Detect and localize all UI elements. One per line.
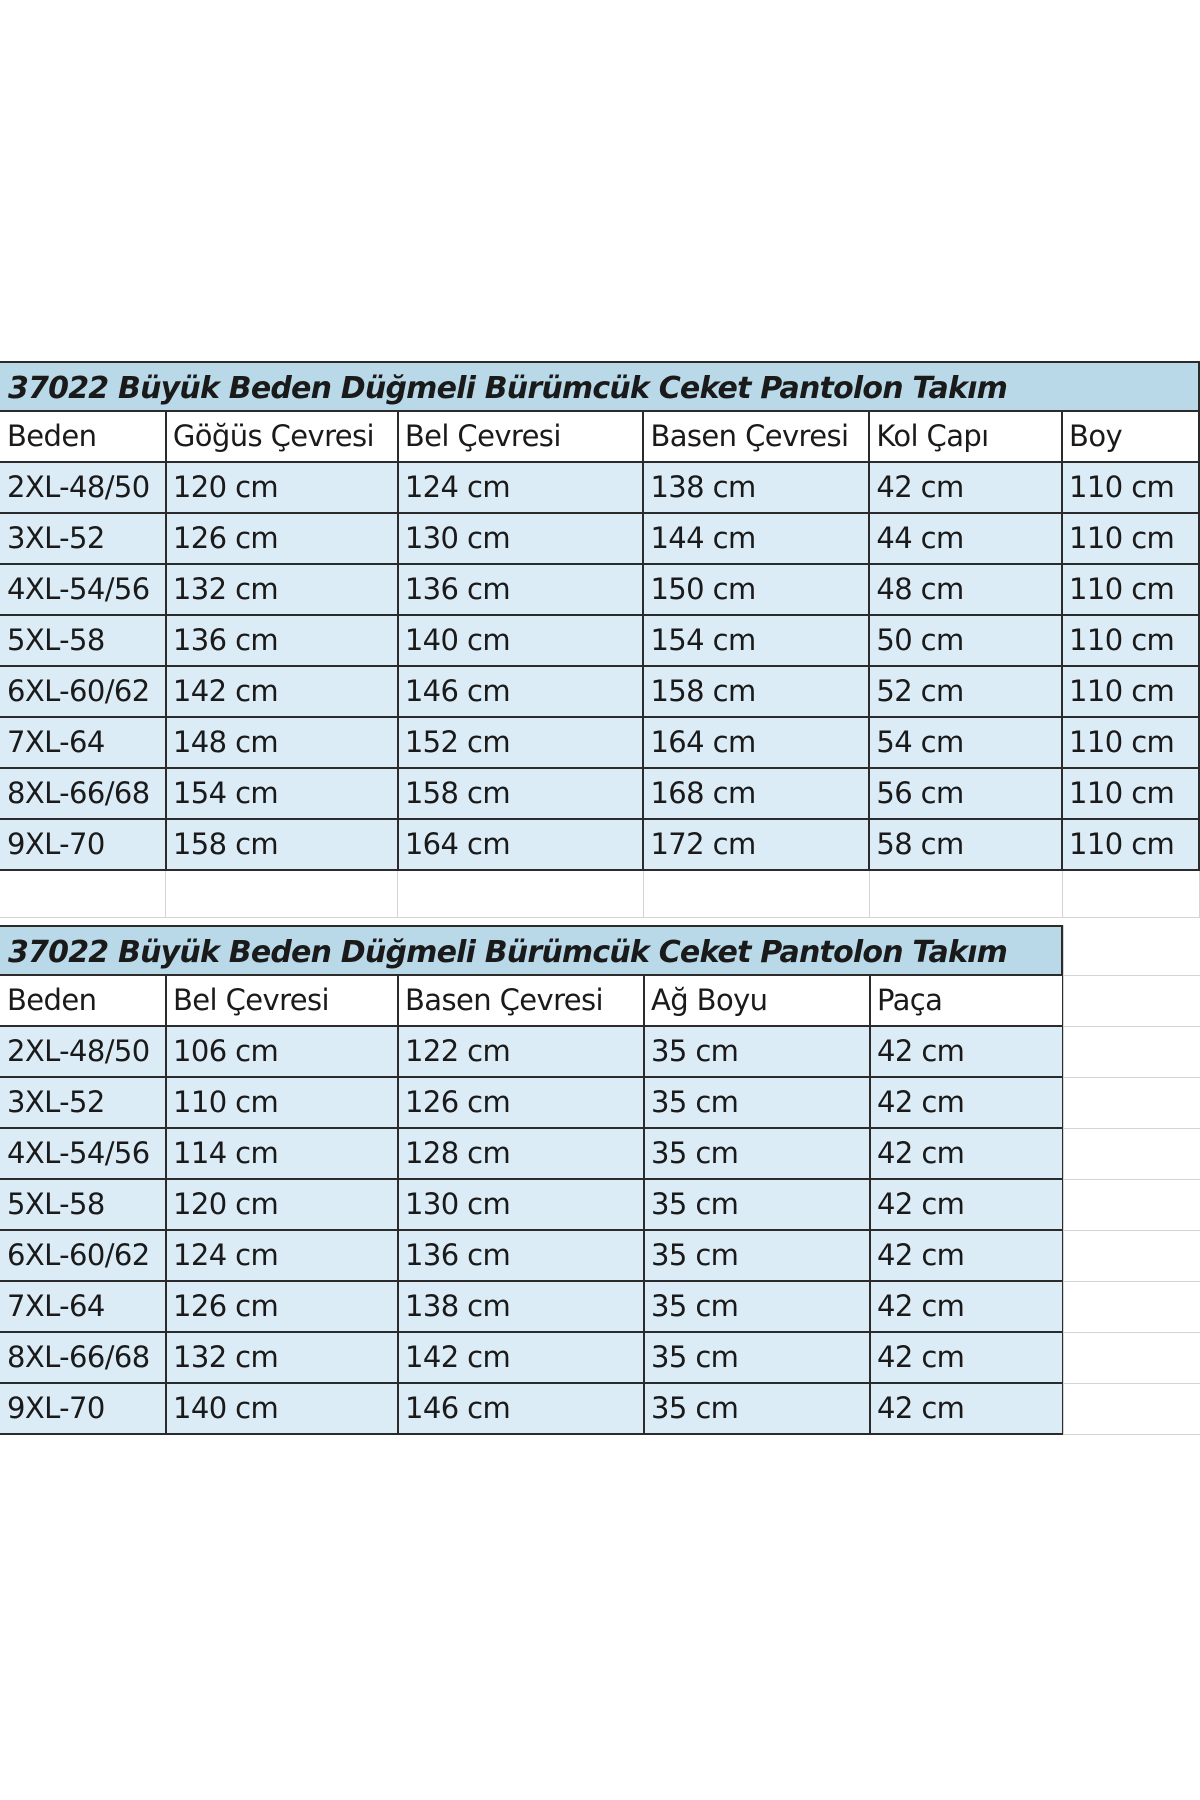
table-cell: 144 cm	[643, 513, 869, 564]
table-cell: 42 cm	[870, 1230, 1063, 1281]
jacket-size-sheet	[0, 361, 1200, 918]
table-cell: 136 cm	[398, 564, 644, 615]
jacket-size-table	[0, 412, 1200, 918]
table-cell: 158 cm	[166, 819, 398, 870]
table-cell: 146 cm	[398, 1383, 644, 1434]
table-cell: 35 cm	[644, 1332, 870, 1383]
table-cell: 164 cm	[643, 717, 869, 768]
table-cell: 42 cm	[870, 1332, 1063, 1383]
empty-cell	[166, 870, 398, 918]
table-cell: 152 cm	[398, 717, 644, 768]
table-cell: 114 cm	[166, 1128, 398, 1179]
table-row	[0, 1026, 1063, 1077]
table-cell: 42 cm	[870, 1179, 1063, 1230]
column-header: Bel Çevresi	[398, 412, 644, 462]
table-cell: 158 cm	[398, 768, 644, 819]
table-row	[0, 1077, 1063, 1128]
table-cell: 158 cm	[643, 666, 869, 717]
table-cell: 9XL-70	[0, 1383, 166, 1434]
table-cell: 110 cm	[1062, 615, 1199, 666]
table-cell: 120 cm	[166, 462, 398, 513]
table-cell: 8XL-66/68	[0, 1332, 166, 1383]
table-cell: 150 cm	[643, 564, 869, 615]
table-cell: 50 cm	[869, 615, 1062, 666]
table-cell: 54 cm	[869, 717, 1062, 768]
table-cell: 44 cm	[869, 513, 1062, 564]
table-cell: 126 cm	[166, 513, 398, 564]
table-cell: 35 cm	[644, 1230, 870, 1281]
gridline	[1064, 1281, 1200, 1282]
table-cell: 42 cm	[869, 462, 1062, 513]
table-cell: 35 cm	[644, 1281, 870, 1332]
table-cell: 130 cm	[398, 513, 644, 564]
table-cell: 126 cm	[166, 1281, 398, 1332]
column-header: Ağ Boyu	[644, 976, 870, 1026]
table-cell: 154 cm	[643, 615, 869, 666]
trouser-table-title: 37022 Büyük Beden Düğmeli Bürümcük Ceket Pantolon Takım	[0, 925, 1063, 976]
table-row	[0, 768, 1199, 819]
gridline	[1064, 1128, 1200, 1129]
column-header: Göğüs Çevresi	[166, 412, 398, 462]
table-cell: 168 cm	[643, 768, 869, 819]
table-cell: 138 cm	[398, 1281, 644, 1332]
table-cell: 35 cm	[644, 1077, 870, 1128]
table-cell: 8XL-66/68	[0, 768, 166, 819]
table-cell: 42 cm	[870, 1128, 1063, 1179]
table-row	[0, 1383, 1063, 1434]
table-cell: 52 cm	[869, 666, 1062, 717]
table-cell: 128 cm	[398, 1128, 644, 1179]
table-cell: 136 cm	[398, 1230, 644, 1281]
table-cell: 7XL-64	[0, 1281, 166, 1332]
table-cell: 110 cm	[1062, 462, 1199, 513]
table-cell: 138 cm	[643, 462, 869, 513]
table-cell: 35 cm	[644, 1026, 870, 1077]
table-row	[0, 1230, 1063, 1281]
column-header: Basen Çevresi	[643, 412, 869, 462]
table-row	[0, 1281, 1063, 1332]
table-cell: 132 cm	[166, 1332, 398, 1383]
table-cell: 6XL-60/62	[0, 1230, 166, 1281]
table-row	[0, 717, 1199, 768]
table-cell: 154 cm	[166, 768, 398, 819]
table-cell: 110 cm	[1062, 768, 1199, 819]
table-row	[0, 819, 1199, 870]
table-cell: 48 cm	[869, 564, 1062, 615]
gridline	[1064, 1077, 1200, 1078]
table-cell: 42 cm	[870, 1026, 1063, 1077]
header-row	[0, 976, 1063, 1026]
table-cell: 164 cm	[398, 819, 644, 870]
table-cell: 4XL-54/56	[0, 1128, 166, 1179]
table-cell: 110 cm	[1062, 666, 1199, 717]
table-cell: 172 cm	[643, 819, 869, 870]
column-header: Kol Çapı	[869, 412, 1062, 462]
table-cell: 140 cm	[398, 615, 644, 666]
table-cell: 136 cm	[166, 615, 398, 666]
column-header: Boy	[1062, 412, 1199, 462]
table-row	[0, 615, 1199, 666]
table-cell: 3XL-52	[0, 1077, 166, 1128]
empty-spacer-row	[0, 870, 1199, 918]
table-cell: 35 cm	[644, 1179, 870, 1230]
table-cell: 110 cm	[1062, 513, 1199, 564]
empty-cell	[1062, 870, 1199, 918]
table-cell: 146 cm	[398, 666, 644, 717]
table-cell: 56 cm	[869, 768, 1062, 819]
table-row	[0, 462, 1199, 513]
table-cell: 6XL-60/62	[0, 666, 166, 717]
table-cell: 124 cm	[166, 1230, 398, 1281]
column-header: Beden	[0, 976, 166, 1026]
table-cell: 130 cm	[398, 1179, 644, 1230]
table-cell: 35 cm	[644, 1383, 870, 1434]
table-cell: 2XL-48/50	[0, 462, 166, 513]
table-cell: 58 cm	[869, 819, 1062, 870]
table-cell: 148 cm	[166, 717, 398, 768]
table-cell: 110 cm	[1062, 564, 1199, 615]
table-cell: 5XL-58	[0, 615, 166, 666]
table-cell: 3XL-52	[0, 513, 166, 564]
gridline	[1064, 1383, 1200, 1384]
table-row	[0, 666, 1199, 717]
table-cell: 132 cm	[166, 564, 398, 615]
table-cell: 2XL-48/50	[0, 1026, 166, 1077]
gridline	[1064, 1332, 1200, 1333]
table-row	[0, 1332, 1063, 1383]
table-cell: 110 cm	[166, 1077, 398, 1128]
table-cell: 5XL-58	[0, 1179, 166, 1230]
table-row	[0, 1128, 1063, 1179]
column-header: Basen Çevresi	[398, 976, 644, 1026]
table-row	[0, 513, 1199, 564]
table-cell: 7XL-64	[0, 717, 166, 768]
gridline	[1064, 975, 1200, 976]
table-cell: 126 cm	[398, 1077, 644, 1128]
gridline	[1064, 1179, 1200, 1180]
table-row	[0, 564, 1199, 615]
gridline	[1064, 1026, 1200, 1027]
header-row	[0, 412, 1199, 462]
gridline	[1064, 1230, 1200, 1231]
gridline	[1064, 1434, 1200, 1435]
column-header: Bel Çevresi	[166, 976, 398, 1026]
empty-cell	[643, 870, 869, 918]
table-row	[0, 1179, 1063, 1230]
trouser-size-sheet	[0, 925, 1064, 1435]
table-cell: 9XL-70	[0, 819, 166, 870]
table-cell: 120 cm	[166, 1179, 398, 1230]
column-header: Beden	[0, 412, 166, 462]
table-cell: 140 cm	[166, 1383, 398, 1434]
empty-cell	[0, 870, 166, 918]
jacket-table-title: 37022 Büyük Beden Düğmeli Bürümcük Ceket Pantolon Takım	[0, 361, 1200, 412]
table-cell: 42 cm	[870, 1077, 1063, 1128]
empty-cell	[869, 870, 1062, 918]
table-cell: 4XL-54/56	[0, 564, 166, 615]
table-cell: 106 cm	[166, 1026, 398, 1077]
table-cell: 42 cm	[870, 1383, 1063, 1434]
empty-cell	[398, 870, 644, 918]
column-header: Paça	[870, 976, 1063, 1026]
table-cell: 35 cm	[644, 1128, 870, 1179]
table-cell: 122 cm	[398, 1026, 644, 1077]
table-cell: 42 cm	[870, 1281, 1063, 1332]
table-cell: 142 cm	[166, 666, 398, 717]
empty-grid-column	[1063, 925, 1200, 1435]
table-cell: 124 cm	[398, 462, 644, 513]
trouser-size-table	[0, 976, 1064, 1435]
table-cell: 110 cm	[1062, 819, 1199, 870]
table-cell: 142 cm	[398, 1332, 644, 1383]
table-cell: 110 cm	[1062, 717, 1199, 768]
